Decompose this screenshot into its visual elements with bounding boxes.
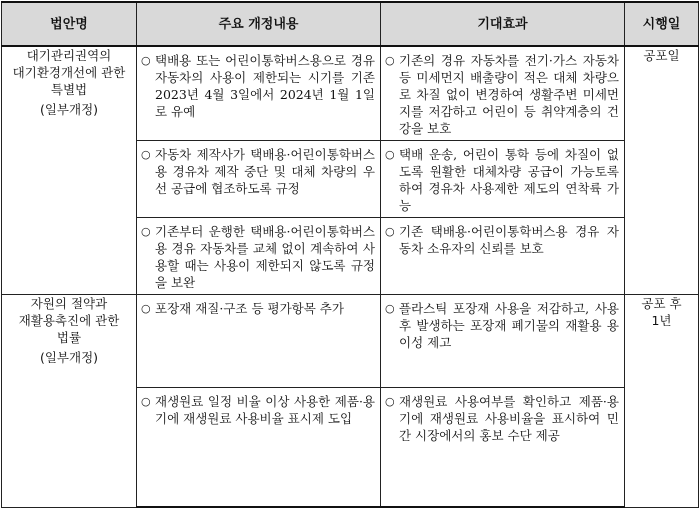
law-amendment-table	[1, 1, 699, 508]
amendment-text: 자동차 제작사가 택배용·어린이통학버스용 경유차 제작 중단 및 대체 차량의 우선 공급에 협조하도록 규정	[155, 147, 375, 196]
law-revision-note: (일부개정)	[39, 350, 99, 365]
effect-cell	[381, 388, 625, 508]
law-name-cell	[2, 46, 137, 295]
law-name-cell	[2, 295, 137, 508]
bullet-icon: ○	[385, 302, 395, 315]
effective-date-cell	[625, 295, 699, 508]
law-name-line: 대기관리권역의	[26, 48, 112, 63]
effective-date-line: 공포일	[643, 48, 680, 63]
effective-date-line: 1년	[651, 313, 672, 328]
amendment-cell	[137, 388, 381, 508]
amendment-text: 재생원료 일정 비율 이상 사용한 제품·용기에 재생원료 사용비율 표시제 도입	[155, 394, 375, 426]
amendment-cell	[137, 141, 381, 218]
header-law-name: 법안명	[2, 2, 137, 46]
effect-cell	[381, 141, 625, 218]
law-name-line: 재활용촉진에 관한	[18, 313, 120, 328]
effect-cell	[381, 295, 625, 388]
bullet-icon: ○	[385, 395, 395, 408]
bullet-icon: ○	[385, 148, 395, 161]
effect-text: 택배 운송, 어린이 통학 등에 차질이 없도록 원활한 대체차량 공급이 가능토록 하여 경유차 사용제한 제도의 연착륙 가능	[399, 147, 619, 213]
effect-text: 기존의 경유 자동차를 전기·가스 자동차 등 미세먼지 배출량이 적은 대체 차량으로 차질 없이 변경하여 생활주변 미세먼지를 저감하고 어린이 등 취약계층의 건강을 보호	[399, 53, 619, 136]
amendment-text: 포장재 재질·구조 등 평가항목 추가	[155, 301, 344, 316]
effect-cell	[381, 218, 625, 295]
bullet-icon: ○	[141, 302, 151, 315]
table-row	[2, 295, 699, 388]
bullet-icon: ○	[141, 54, 151, 67]
bullet-icon: ○	[141, 225, 151, 238]
law-name-line: 대기환경개선에 관한	[12, 65, 126, 80]
effect-text: 플라스틱 포장재 사용을 저감하고, 사용 후 발생하는 포장재 폐기물의 재활용 용이성 제고	[399, 301, 619, 350]
header-effective-date: 시행일	[625, 2, 699, 46]
effect-text: 재생원료 사용여부를 확인하고 제품·용기에 재생원료 사용비율을 표시하여 민간 시장에서의 홍보 수단 제공	[399, 394, 619, 443]
bullet-icon: ○	[141, 395, 151, 408]
amendment-cell	[137, 218, 381, 295]
amendment-text: 택배용 또는 어린이통학버스용으로 경유 자동차의 사용이 제한되는 시기를 기존 2023년 4월 3일에서 2024년 1월 1일로 유예	[155, 53, 375, 119]
table-row	[2, 46, 699, 141]
bullet-icon: ○	[141, 148, 151, 161]
effect-cell	[381, 46, 625, 141]
amendment-cell	[137, 46, 381, 141]
law-name-line: 법률	[56, 330, 82, 345]
effective-date-cell	[625, 46, 699, 295]
law-revision-note: (일부개정)	[39, 102, 99, 117]
header-row	[2, 2, 699, 46]
effective-date-line: 공포 후	[641, 296, 682, 311]
bullet-icon: ○	[385, 54, 395, 67]
amendment-cell	[137, 295, 381, 388]
header-amendment: 주요 개정내용	[137, 2, 381, 46]
law-name-line: 특별법	[50, 82, 88, 97]
law-name-line: 자원의 절약과	[30, 296, 108, 311]
effect-text: 기존 택배용·어린이통학버스용 경유 자동차 소유자의 신뢰를 보호	[399, 224, 619, 256]
bullet-icon: ○	[385, 225, 395, 238]
amendment-text: 기존부터 운행한 택배용·어린이통학버스용 경유 자동차를 교체 없이 계속하여 사용할 때는 사용이 제한되지 않도록 규정을 보완	[155, 224, 375, 290]
header-effect: 기대효과	[381, 2, 625, 46]
